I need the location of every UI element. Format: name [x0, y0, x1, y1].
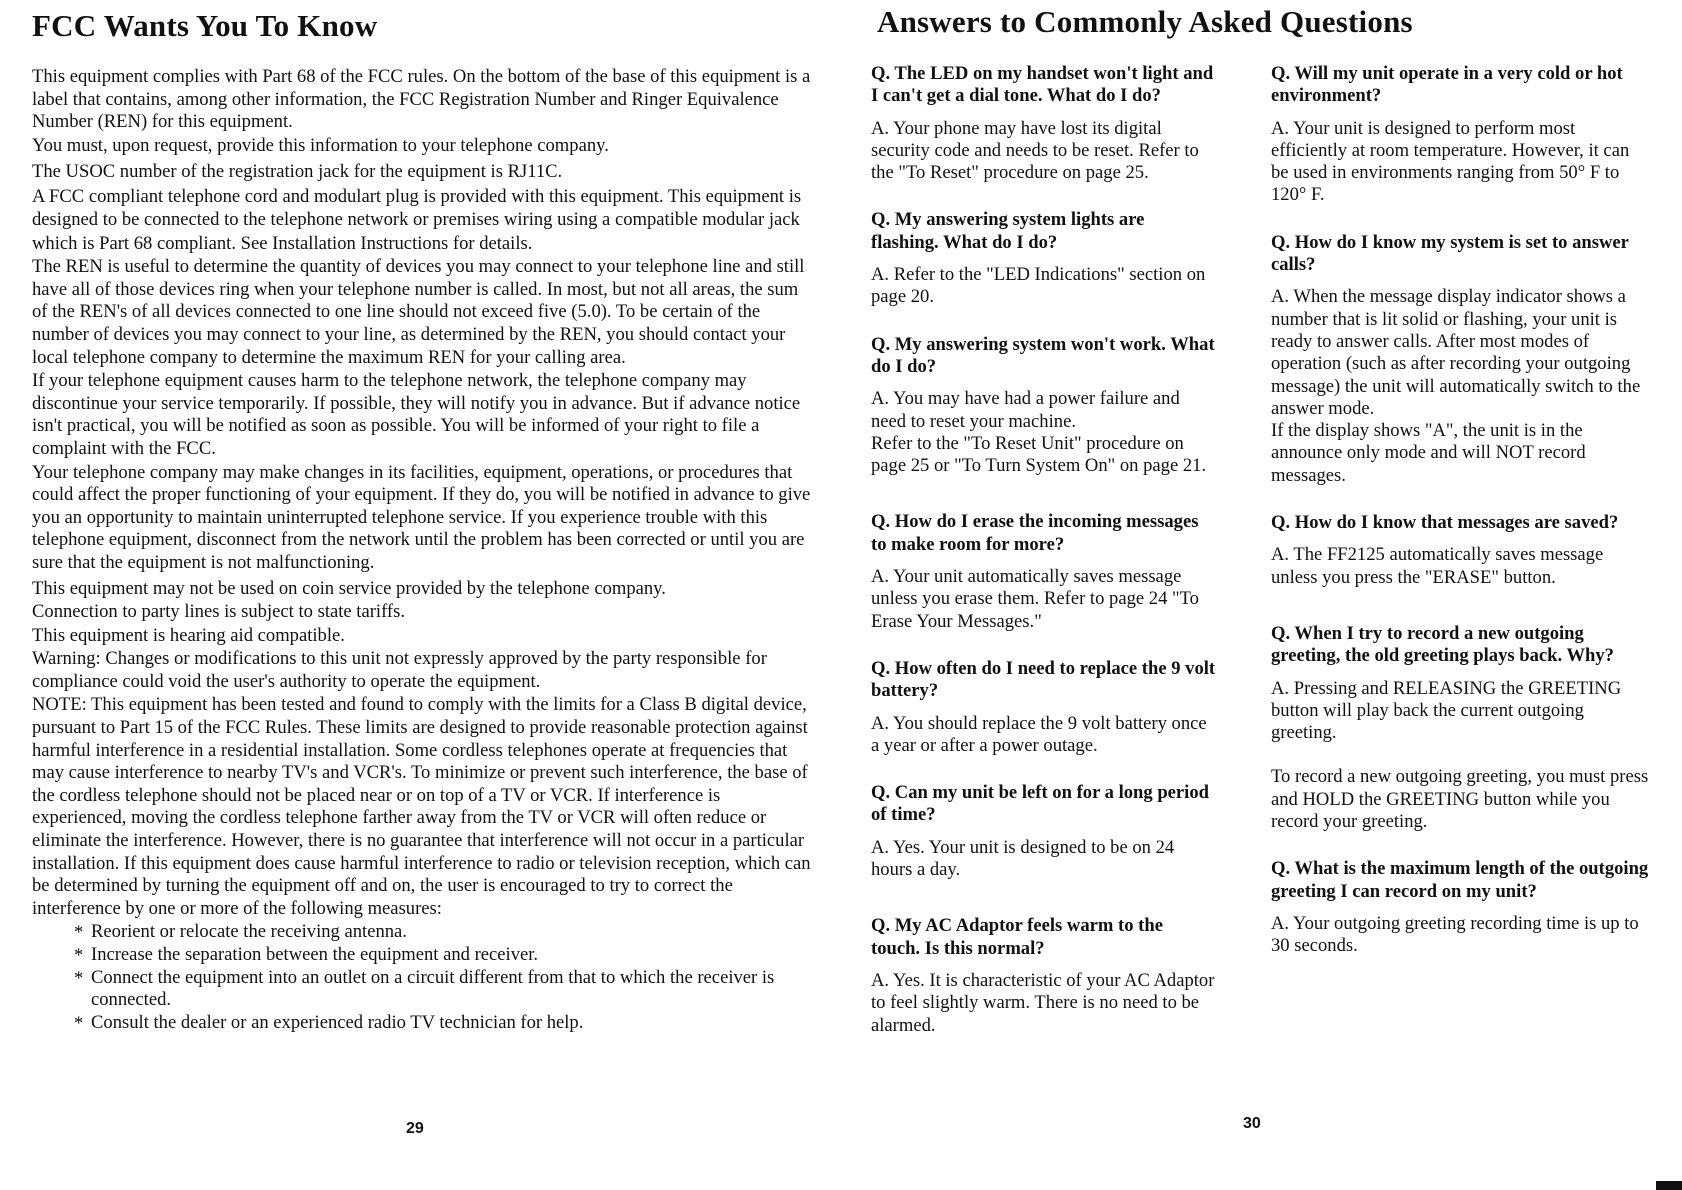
- fcc-paragraph: Warning: Changes or modifications to this unit not expressly approved by the party responsible for compliance could void the user's authority to operate the equipment.: [32, 648, 767, 692]
- faq-question: Q. The LED on my handset won't light and I can't get a dial tone. What do I do?: [871, 63, 1214, 107]
- faq-item: [1271, 623, 1651, 833]
- list-item: * Increase the separation between the equipment and receiver.: [74, 944, 812, 967]
- fcc-body: [32, 66, 812, 1034]
- fcc-paragraph: This equipment complies with Part 68 of the FCC rules. On the bottom of the base of this equipment is a label that contains, among other information, the FCC Registration Number and Ringer Equivalence Number (REN) for this equipment.: [32, 66, 811, 133]
- faq-answer: A. Refer to the "LED Indications" section on page 20.: [871, 264, 1206, 308]
- right-page: [841, 0, 1682, 1190]
- fcc-paragraph: NOTE: This equipment has been tested and found to comply with the limits for a Class B digital device, pursuant to Part 15 of the FCC Rules. These limits are designed to provide reasonable protection against harmful interference in a residential installation. Some cordless telephones operate at frequencies that may cause interference to nearby TV's and VCR's. To minimize or prevent such interference, the base of the cordless telephone should not be placed near or on top of a TV or VCR. If interference is experienced, moving the cordless telephone farther away from the TV or VCR will often reduce or eliminate the interference. However, there is no guarantee that interference will not occur in a particular installation. If this equipment does cause harmful interference to radio or television reception, which can be determined by turning the equipment off and on, the user is encouraged to try to correct the interference by one or more of the following measures:: [32, 694, 811, 919]
- faq-item: [1271, 63, 1651, 207]
- faq-answer: A. The FF2125 automatically saves message unless you press the "ERASE" button.: [1271, 544, 1604, 588]
- list-item: * Consult the dealer or an experienced radio TV technician for help.: [74, 1012, 812, 1035]
- faq-question: Q. How do I erase the incoming messages to make room for more?: [871, 511, 1199, 555]
- faq-answer: A. Your phone may have lost its digital security code and needs to be reset. Refer to the "To Reset" procedure on page 25.: [871, 117, 1199, 184]
- interference-measures-list: [32, 921, 812, 1034]
- faq-answer: A. Yes. Your unit is designed to be on 24 hours a day.: [871, 836, 1175, 881]
- faq-item: [871, 782, 1216, 881]
- fcc-paragraph: Connection to party lines is subject to state tariffs.: [32, 601, 406, 623]
- faq-question: Q. My AC Adaptor feels warm to the touch. Is this normal?: [871, 915, 1163, 959]
- fcc-paragraph: You must, upon request, provide this information to your telephone company.: [32, 134, 609, 156]
- page-title-fcc: FCC Wants You To Know: [32, 8, 378, 43]
- faq-answer: To record a new outgoing greeting, you must press and HOLD the GREETING button while you record your greeting.: [1271, 766, 1649, 833]
- list-item: * Connect the equipment into an outlet on a circuit different from that to which the receiver is connected.: [74, 967, 812, 1012]
- page-title-faq: Answers to Commonly Asked Questions: [877, 4, 1413, 39]
- faq-item: [1271, 512, 1651, 589]
- faq-answer: A. You should replace the 9 volt battery once a year or after a power outage.: [871, 712, 1207, 756]
- faq-answer: A. You may have had a power failure and need to reset your machine.: [871, 388, 1180, 432]
- faq-answer: A. Yes. It is characteristic of your AC Adaptor to feel slightly warm. There is no need to be alarmed.: [871, 969, 1215, 1036]
- page-number: 30: [1243, 1115, 1261, 1132]
- faq-question: Q. When I try to record a new outgoing greeting, the old greeting plays back. Why?: [1271, 622, 1614, 667]
- faq-column-right: [1271, 63, 1651, 983]
- page-number: 29: [406, 1120, 424, 1137]
- faq-question: Q. How do I know that messages are saved?: [1271, 512, 1619, 534]
- faq-item: [871, 915, 1216, 1036]
- fcc-paragraph: A FCC compliant telephone cord and modulart plug is provided with this equipment. This equipment is designed to be connected to the telephone network or premises wiring using a compatible modular jack which is Part 68 compliant. See Installation Instructions for details.: [32, 185, 802, 254]
- fcc-paragraph: This equipment is hearing aid compatible.: [32, 624, 345, 646]
- faq-answer: A. When the message display indicator shows a number that is lit solid or flashing, your unit is ready to answer calls. After most modes of operation (such as after recording your outgoing message) the unit will automatically switch to the answer mode.: [1271, 286, 1641, 419]
- faq-question: Q. Can my unit be left on for a long period of time?: [871, 782, 1209, 826]
- faq-item: [871, 334, 1216, 478]
- faq-item: [871, 511, 1216, 632]
- faq-answer: A. Your unit is designed to perform most efficiently at room temperature. However, it can be used in environments ranging from 50° F to 120° F.: [1271, 117, 1630, 206]
- faq-item: [871, 658, 1216, 757]
- faq-column-left: [871, 63, 1216, 1062]
- faq-item: [1271, 858, 1651, 957]
- fcc-paragraph: The USOC number of the registration jack for the equipment is RJ11C.: [32, 161, 563, 183]
- faq-answer: A. Your unit automatically saves message unless you erase them. Refer to page 24 "To Erase Your Messages.": [871, 566, 1199, 632]
- fcc-paragraph: If your telephone equipment causes harm to the telephone network, the telephone company may discontinue your service temporarily. If possible, they will notify you in advance. But if advance notice isn't practical, you will be notified as soon as possible. You will be informed of your right to file a complaint with the FCC.: [32, 370, 801, 459]
- faq-question: Q. How often do I need to replace the 9 volt battery?: [871, 657, 1216, 702]
- faq-question: Q. My answering system won't work. What do I do?: [871, 333, 1215, 377]
- fcc-paragraph: The REN is useful to determine the quantity of devices you may connect to your telephone line and still have all of those devices ring when your telephone number is called. In most, but not all areas, the sum of the REN's of all devices connected to one line should not exceed five (5.0). To be certain of the number of devices you may connect to your line, as determined by the REN, you should contact your local telephone company to determine the maximum REN for your calling area.: [32, 256, 805, 368]
- faq-question: Q. What is the maximum length of the outgoing greeting I can record on my unit?: [1271, 858, 1649, 902]
- faq-item: [871, 63, 1216, 184]
- faq-answer: A. Your outgoing greeting recording time is up to 30 seconds.: [1271, 912, 1639, 957]
- faq-item: [1271, 232, 1651, 487]
- fcc-paragraph: Your telephone company may make changes in its facilities, equipment, operations, or procedures that could affect the proper functioning of your equipment. If they do, you will be notified in advance to give you an opportunity to maintain uninterrupted telephone service. If you experience trouble with this telephone equipment, disconnect from the network until the problem has been corrected or until you are sure that the equipment is not malfunctioning.: [32, 461, 811, 573]
- faq-answer: A. Pressing and RELEASING the GREETING button will play back the current outgoing greeting.: [1271, 677, 1622, 744]
- faq-question: Q. My answering system lights are flashing. What do I do?: [871, 209, 1145, 253]
- list-item: * Reorient or relocate the receiving antenna.: [74, 921, 812, 944]
- faq-answer: Refer to the "To Reset Unit" procedure on page 25 or "To Turn System On" on page 21.: [871, 432, 1207, 477]
- faq-item: [871, 209, 1216, 308]
- fcc-paragraph: This equipment may not be used on coin service provided by the telephone company.: [32, 577, 666, 599]
- faq-question: Q. Will my unit operate in a very cold or hot environment?: [1271, 63, 1623, 107]
- faq-question: Q. How do I know my system is set to answer calls?: [1271, 231, 1629, 276]
- scan-artifact: [1656, 1181, 1682, 1190]
- faq-answer: If the display shows "A", the unit is in the announce only mode and will NOT record messages.: [1271, 420, 1586, 486]
